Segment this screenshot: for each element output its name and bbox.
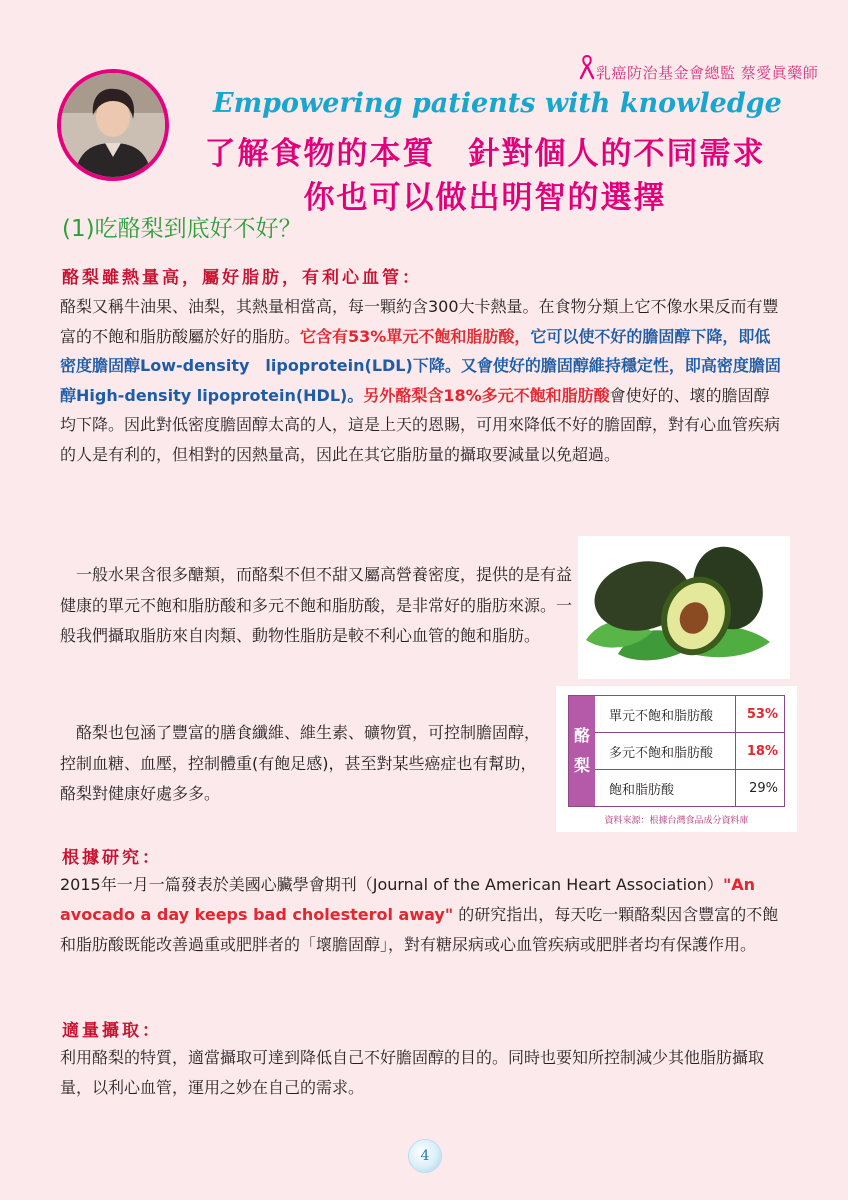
research-paragraph [60, 870, 784, 960]
research-text-continued: 的研究指出，每天吃一顆酪梨因含豐富的不飽和脂肪酸既能改善過重或肥胖者的「壞膽固醇」，對有糖尿病或心血管疾病或肥胖者均有保護作用。 [60, 905, 779, 954]
cholesterol-highlight: 它可以使不好的膽固醇下降，即低密度膽固醇Low-density lipoprotein(LDL)下降。又會使好的膽固醇維持穩定性，即高密度膽固醇High-density lipoprotein(HDL)。 [60, 326, 781, 405]
page-number: 4 [409, 1140, 441, 1172]
benefits-text: 酪梨也包涵了豐富的膳食纖維、維生素、礦物質，可控制膽固醇，控制血糖、血壓，控制體重(有飽足感)，甚至對某些癌症也有幫助，酪梨對健康好處多多。 [60, 723, 541, 803]
article-question: (1)吃酪梨到底好不好？ [62, 216, 302, 242]
benefits-paragraph [60, 718, 550, 810]
table-cell-name: 單元不飽和脂肪酸 [595, 696, 736, 732]
moderation-paragraph [60, 1043, 784, 1103]
intro-paragraph [60, 292, 784, 469]
table-source-note: 資料來源：根據台灣食品成分資料庫 [604, 816, 749, 826]
section-heading-moderation: 適量攝取： [62, 1021, 162, 1041]
table-side-label [569, 696, 595, 806]
pufa-highlight: 另外酪梨含18%多元不飽和脂肪酸 [363, 385, 610, 405]
author-byline: 乳癌防治基金會總監 蔡愛眞藥師 [596, 64, 819, 82]
headline-line-2: 你也可以做出明智的選擇 [303, 180, 667, 216]
headline-line-1: 了解食物的本質 針對個人的不同需求 [204, 136, 766, 172]
table-row [595, 696, 784, 733]
intro-text-continued: 會使好的、壞的膽固醇均下降。因此對低密度膽固醇太高的人，這是上天的恩賜，可用來降低不好的膽固醇，對有心血管疾病的人是有利的，但相對的因熱量高，因此在其它脂肪量的攝取要減量以免超過。 [60, 385, 781, 464]
table-cell-value: 18% [746, 743, 778, 759]
fat-composition-table [556, 686, 797, 832]
table-side-label-1: 酪 [573, 726, 590, 745]
table-cell-value: 53% [746, 706, 778, 722]
mufa-highlight: 它含有53%單元不飽和脂肪酸， [300, 326, 531, 346]
research-text: 2015年一月一篇發表於美國心臟學會期刊（Journal of the American Heart Association） [60, 875, 723, 894]
table-cell-name: 多元不飽和脂肪酸 [595, 733, 736, 769]
moderation-text: 利用酪梨的特質，適當攝取可達到降低自己不好膽固醇的目的。同時也要知所控制減少其他脂肪攝取量，以利心血管，運用之妙在自己的需求。 [60, 1048, 765, 1097]
table-cell-value: 29% [749, 780, 778, 796]
table-row [595, 733, 784, 770]
table-cell-name: 飽和脂肪酸 [595, 770, 736, 806]
section-heading-fat: 酪梨雖熱量高，屬好脂肪，有利心血管： [62, 268, 422, 288]
table-side-label-2: 梨 [573, 756, 590, 775]
section-heading-research: 根據研究： [62, 848, 162, 868]
nutrition-paragraph [60, 560, 580, 652]
avocado-image [578, 536, 790, 679]
research-quote: "An avocado a day keeps bad cholesterol away" [60, 875, 756, 924]
nutrition-text: 一般水果含很多醣類，而酪梨不但不甜又屬高營養密度，提供的是有益健康的單元不飽和脂肪酸和多元不飽和脂肪酸，是非常好的脂肪來源。一般我們攝取脂肪來自肉類、動物性脂肪是較不利心血管的飽和脂肪。 [60, 565, 573, 645]
table-row [595, 770, 784, 806]
intro-text: 酪梨又稱牛油果、油梨，其熱量相當高，每一顆約含300大卡熱量。在食物分類上它不像水果反而有豐富的不飽和脂肪酸屬於好的脂肪。 [60, 297, 779, 346]
pink-ribbon-icon [578, 54, 596, 80]
tagline: Empowering patients with knowledge [213, 88, 782, 119]
